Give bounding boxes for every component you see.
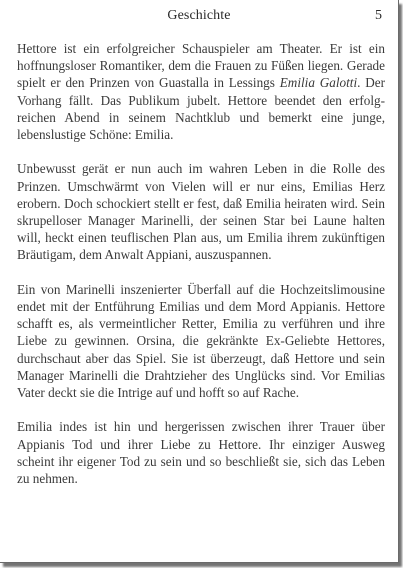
paragraph-4: Emilia indes ist hin und hergerissen zwischen ihrer Trauer über Appianis Tod und ihrer Liebe zu Hettore. Ihr einziger Ausweg scheint ihr eigener Tod zu sein und so beschließt sie, sich das Leben zu nehmen.	[17, 419, 385, 487]
running-header	[0, 8, 398, 26]
paragraph-1-text-before: Hettore ist ein erfolgreicher Schauspieler am Theater. Er ist ein hoffnungsloser Romantiker, dem die Frauen zu Füßen liegen. Gerade spielt er den Prinzen von Guastalla in Lessings	[17, 41, 385, 91]
paragraph-3: Ein von Marinelli inszenierter Überfall auf die Hochzeitslimousine endet mit der Entführung Emilias und dem Mord Appianis. Hettore schafft es, als vermeintlicher Retter, Emilia zu verführen und ihre Liebe zu gewinnen. Orsina, die gekränkte Ex-Geliebte Hettores, durchschaut aber das Spiel. Sie ist überzeugt, daß Hettore und sein Manager Marinelli die Drahtzieher des Unglücks sind. Vor Emilias Vater deckt sie die Intrige auf und hofft so auf Rache.	[17, 281, 385, 401]
paragraph-1	[17, 40, 385, 143]
play-title-emphasis: Emilia Galotti	[279, 75, 358, 91]
paragraph-2: Unbewusst gerät er nun auch im wahren Leben in die Rolle des Prinzen. Umschwärmt von Vielen will er nur eins, Emilias Herz erobern. Doch schockiert stellt er fest, daß Emilia heiraten wird. Sein skrupelloser Manager Marinelli, der seinen Star bei Laune halten will, heckt einen teuflischen Plan aus, um Emilia ihrem zukünftigen Bräutigam, dem Anwalt Appiani, auszuspannen.	[17, 161, 385, 263]
chapter-title: Geschichte	[167, 8, 231, 23]
body-text	[17, 40, 385, 504]
paragraph-1-text-after: . Der Vorhang fällt. Das Publikum jubelt. Hettore beendet den erfolgreichen Abend in seinem Nachtklub und bemerkt eine junge, lebenslustige Schöne: Emilia.	[17, 75, 385, 143]
page-number: 5	[375, 8, 382, 23]
